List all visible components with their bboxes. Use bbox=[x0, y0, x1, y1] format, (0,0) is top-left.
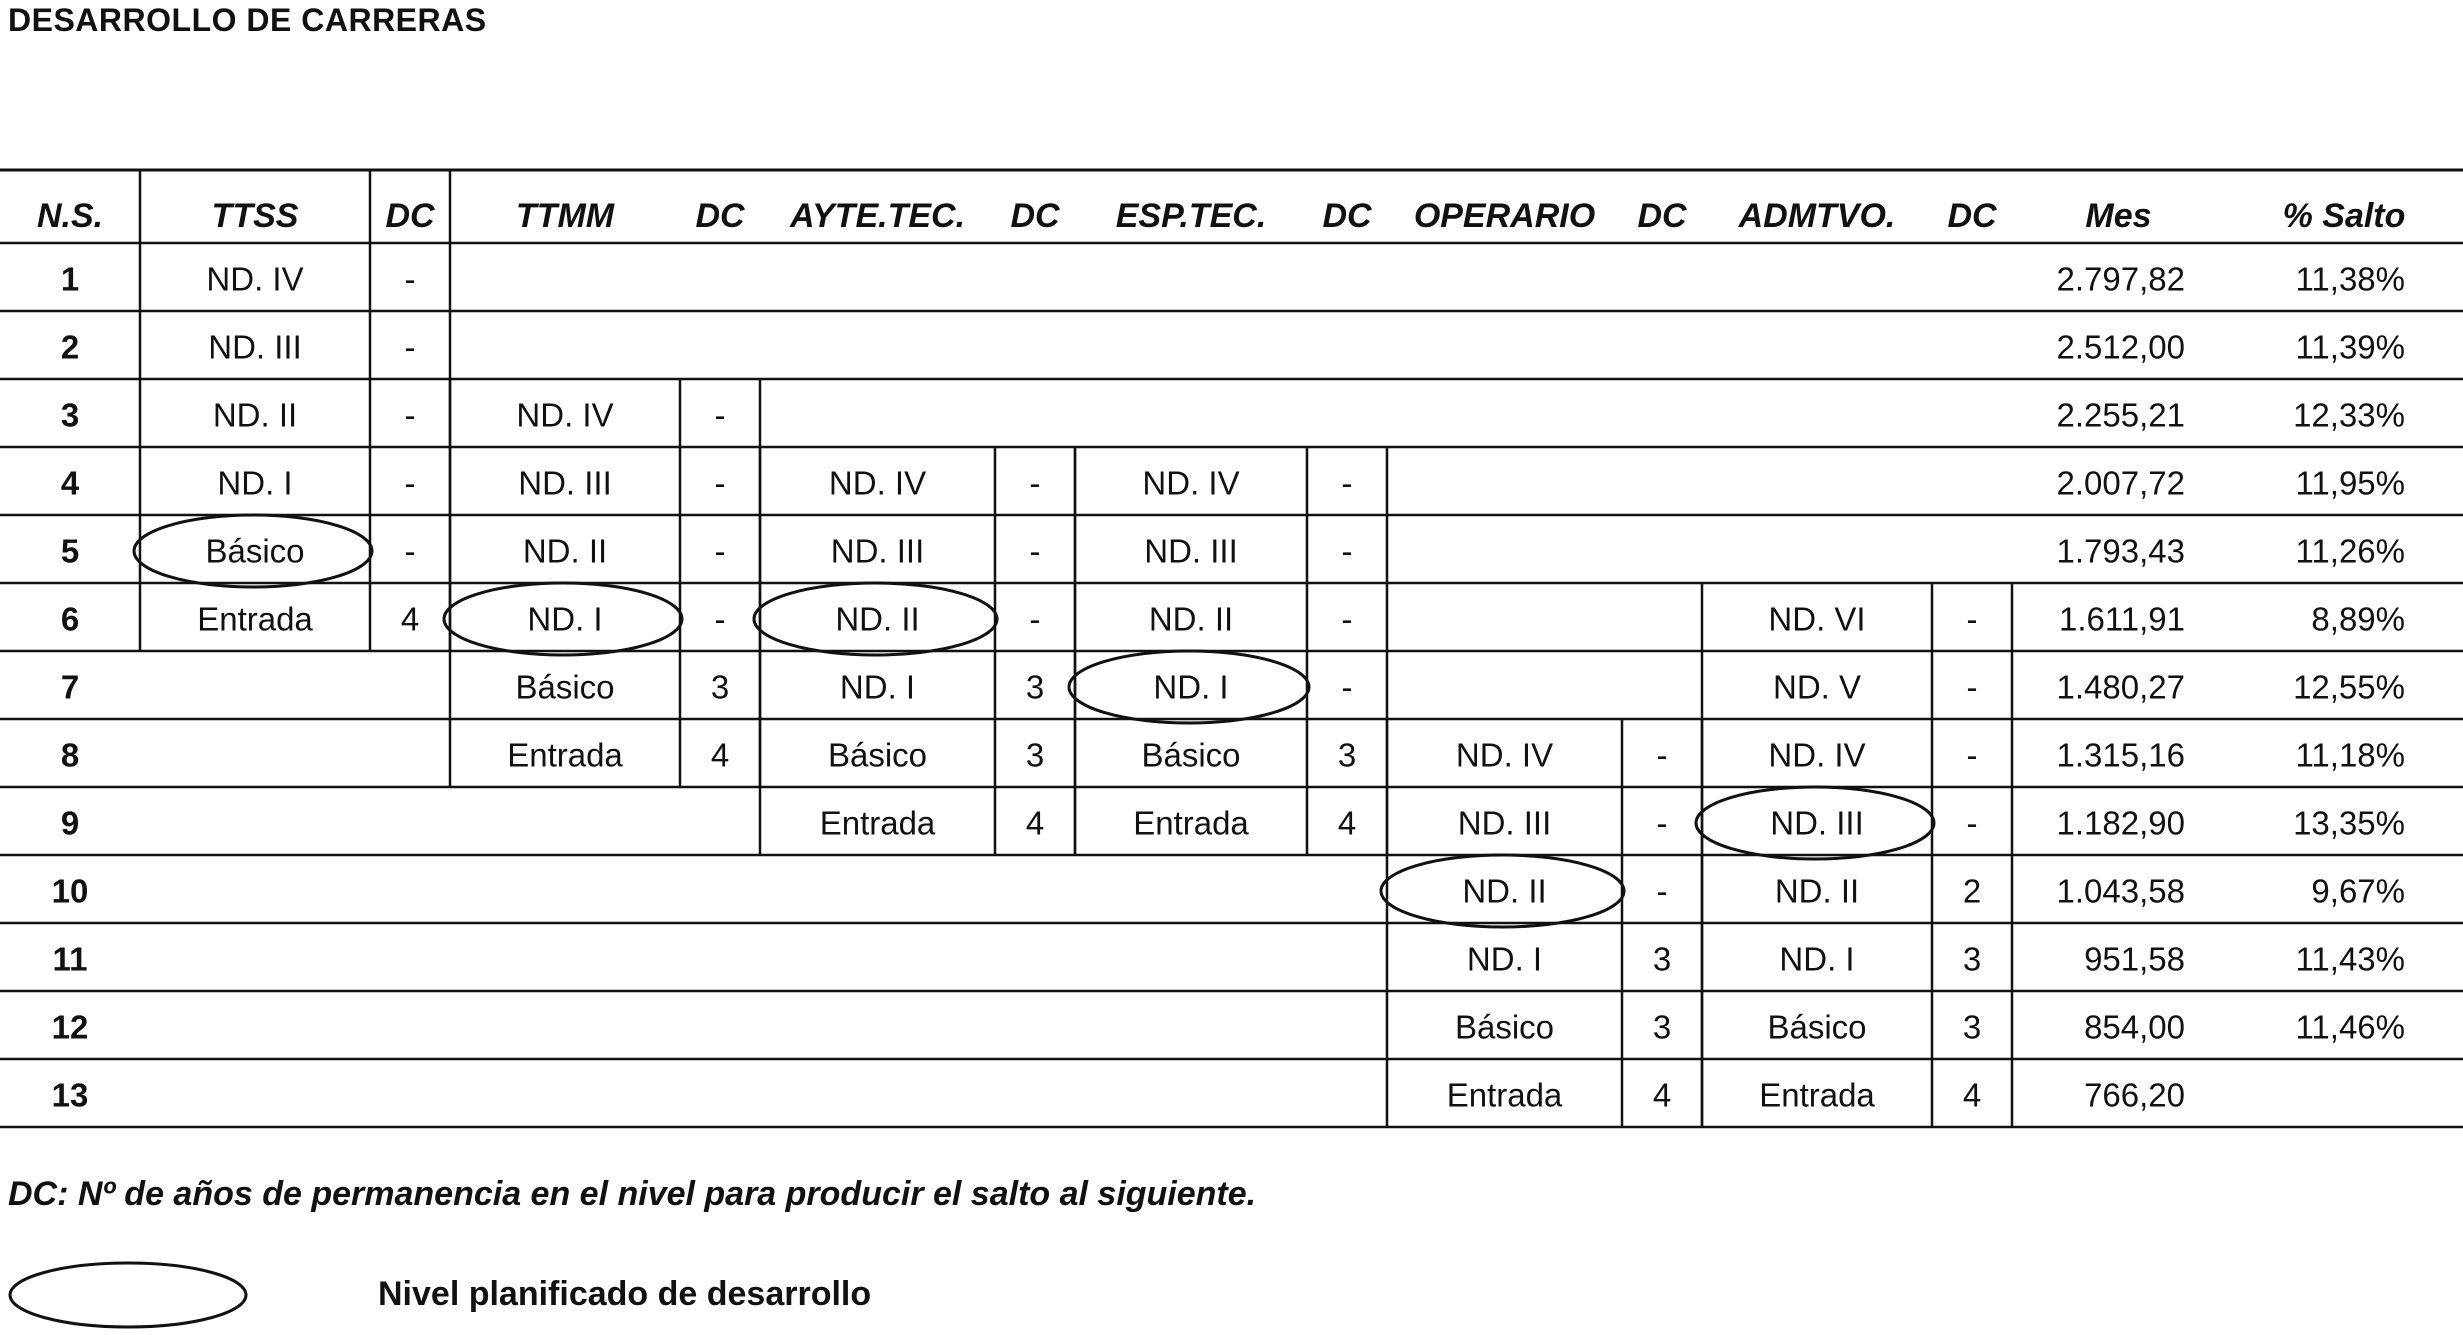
cell-dc: - bbox=[404, 260, 416, 298]
cell-dc: - bbox=[1341, 532, 1353, 570]
cell-level: Entrada bbox=[1133, 804, 1249, 842]
cell-level: ND. II bbox=[835, 600, 920, 638]
cell-level: ND. V bbox=[1772, 668, 1862, 706]
cell-mes: 1.043,58 bbox=[2056, 872, 2185, 910]
cell-dc: - bbox=[714, 532, 726, 570]
cell-level: ND. II bbox=[1462, 872, 1547, 910]
row-number: 9 bbox=[60, 804, 80, 842]
row-number: 3 bbox=[60, 396, 80, 434]
cell-dc: - bbox=[404, 532, 416, 570]
row-number: 12 bbox=[51, 1008, 89, 1046]
cell-level: ND. III bbox=[208, 328, 302, 366]
cell-mes: 1.611,91 bbox=[2058, 600, 2185, 638]
cell-level: ND. IV bbox=[828, 464, 927, 502]
cell-salto: 11,18% bbox=[2295, 736, 2405, 774]
cell-dc: - bbox=[1656, 736, 1668, 774]
cell-level: ND. I bbox=[1153, 668, 1229, 706]
cell-salto: 9,67% bbox=[2311, 872, 2405, 910]
cell-salto: 12,33% bbox=[2293, 396, 2405, 434]
header-esptec: ESP.TEC. bbox=[1115, 197, 1267, 235]
cell-dc: 4 bbox=[710, 736, 730, 774]
header-ns: N.S. bbox=[36, 197, 104, 235]
cell-mes: 766,20 bbox=[2084, 1076, 2185, 1114]
row-number: 1 bbox=[60, 260, 80, 298]
cell-dc: 3 bbox=[1652, 1008, 1672, 1046]
cell-salto: 11,39% bbox=[2295, 328, 2405, 366]
cell-dc: - bbox=[1656, 804, 1668, 842]
row-number: 6 bbox=[60, 600, 80, 638]
cell-dc: - bbox=[1966, 600, 1978, 638]
cell-dc: - bbox=[404, 396, 416, 434]
cell-salto: 13,35% bbox=[2293, 804, 2405, 842]
cell-mes: 2.797,82 bbox=[2056, 260, 2185, 298]
cell-level: ND. I bbox=[1466, 940, 1543, 978]
cell-level: ND. II bbox=[522, 532, 608, 570]
cell-dc: 3 bbox=[1962, 940, 1982, 978]
cell-salto: 11,26% bbox=[2295, 532, 2405, 570]
header-esptec-dc: DC bbox=[1322, 197, 1372, 235]
cell-mes: 1.315,16 bbox=[2056, 736, 2185, 774]
header-salto: % Salto bbox=[2282, 197, 2406, 235]
row-number: 8 bbox=[60, 736, 80, 774]
row-number: 10 bbox=[51, 872, 89, 910]
cell-dc: 3 bbox=[1025, 668, 1045, 706]
cell-dc: - bbox=[714, 396, 726, 434]
header-ttmm: TTMM bbox=[515, 197, 615, 235]
cell-level: Entrada bbox=[819, 804, 936, 842]
cell-dc: 4 bbox=[1337, 804, 1357, 842]
cell-dc: 4 bbox=[1652, 1076, 1672, 1114]
cell-dc: 4 bbox=[1962, 1076, 1982, 1114]
planned-level-legend-oval bbox=[4, 1255, 254, 1335]
cell-dc: 3 bbox=[1962, 1008, 1982, 1046]
row-number: 2 bbox=[60, 328, 80, 366]
cell-dc: - bbox=[1341, 668, 1353, 706]
header-ttmm-dc: DC bbox=[695, 197, 745, 235]
row-number: 13 bbox=[51, 1076, 89, 1114]
cell-level: Entrada bbox=[507, 736, 623, 774]
cell-dc: - bbox=[1341, 464, 1353, 502]
header-aytetec: AYTE.TEC. bbox=[789, 197, 966, 235]
cell-dc: - bbox=[1029, 464, 1041, 502]
cell-level: ND. I bbox=[217, 464, 293, 502]
cell-level: Básico bbox=[1454, 1008, 1555, 1046]
cell-level: ND. III bbox=[1457, 804, 1552, 842]
cell-dc: - bbox=[1966, 736, 1978, 774]
cell-level: ND. II bbox=[1774, 872, 1860, 910]
cell-level: ND. III bbox=[830, 532, 925, 570]
cell-level: ND. IV bbox=[1768, 736, 1866, 774]
cell-level: ND. I bbox=[1779, 940, 1855, 978]
cell-level: Básico bbox=[827, 736, 928, 774]
cell-mes: 1.793,43 bbox=[2056, 532, 2185, 570]
row-number: 4 bbox=[60, 464, 80, 502]
cell-level: ND. I bbox=[527, 600, 603, 638]
cell-mes: 951,58 bbox=[2084, 940, 2185, 978]
cell-level: Básico bbox=[205, 532, 305, 570]
header-operario-dc: DC bbox=[1637, 197, 1687, 235]
cell-mes: 2.255,21 bbox=[2056, 396, 2185, 434]
cell-salto: 11,38% bbox=[2295, 260, 2405, 298]
cell-level: Básico bbox=[515, 668, 615, 706]
cell-level: ND. II bbox=[212, 396, 298, 434]
header-mes: Mes bbox=[2085, 197, 2152, 235]
cell-mes: 1.182,90 bbox=[2056, 804, 2185, 842]
row-number: 11 bbox=[52, 940, 88, 978]
header-operario: OPERARIO bbox=[1413, 197, 1596, 235]
cell-dc: 4 bbox=[1025, 804, 1045, 842]
cell-salto: 11,95% bbox=[2295, 464, 2405, 502]
cell-level: Básico bbox=[1767, 1008, 1867, 1046]
cell-dc: 3 bbox=[1652, 940, 1672, 978]
cell-dc: 3 bbox=[1337, 736, 1357, 774]
header-admtvo: ADMTVO. bbox=[1738, 197, 1896, 235]
cell-dc: 4 bbox=[400, 600, 420, 638]
cell-mes: 2.512,00 bbox=[2056, 328, 2185, 366]
cell-salto: 8,89% bbox=[2311, 600, 2405, 638]
cell-level: Entrada bbox=[1759, 1076, 1875, 1114]
cell-level: ND. III bbox=[1144, 532, 1238, 570]
cell-level: ND. IV bbox=[1142, 464, 1240, 502]
cell-level: ND. I bbox=[839, 668, 916, 706]
cell-salto: 11,46% bbox=[2295, 1008, 2405, 1046]
header-aytetec-dc: DC bbox=[1010, 197, 1060, 235]
cell-mes: 854,00 bbox=[2084, 1008, 2185, 1046]
cell-dc: - bbox=[1966, 668, 1978, 706]
cell-level: Básico bbox=[1141, 736, 1241, 774]
cell-mes: 2.007,72 bbox=[2056, 464, 2185, 502]
cell-level: ND. VI bbox=[1768, 600, 1866, 638]
cell-level: Entrada bbox=[1446, 1076, 1563, 1114]
cell-dc: - bbox=[1029, 600, 1041, 638]
cell-salto: 12,55% bbox=[2293, 668, 2405, 706]
cell-dc: 2 bbox=[1962, 872, 1982, 910]
legend-label: Nivel planificado de desarrollo bbox=[378, 1275, 872, 1313]
cell-dc: - bbox=[714, 464, 726, 502]
cell-dc: - bbox=[1341, 600, 1353, 638]
cell-dc: - bbox=[1029, 532, 1041, 570]
cell-dc: - bbox=[1656, 872, 1668, 910]
header-admtvo-dc: DC bbox=[1947, 197, 1997, 235]
row-number: 7 bbox=[60, 668, 80, 706]
cell-dc: - bbox=[714, 600, 726, 638]
cell-dc: 3 bbox=[1025, 736, 1045, 774]
cell-dc: - bbox=[1966, 804, 1978, 842]
cell-level: Entrada bbox=[197, 600, 313, 638]
cell-level: ND. IV bbox=[516, 396, 614, 434]
header-ttss-dc: DC bbox=[385, 197, 435, 235]
cell-dc: - bbox=[404, 328, 416, 366]
page-title: DESARROLLO DE CARRERAS bbox=[8, 2, 487, 38]
row-number: 5 bbox=[60, 532, 80, 570]
header-ttss: TTSS bbox=[211, 197, 299, 235]
cell-level: ND. III bbox=[1770, 804, 1864, 842]
cell-mes: 1.480,27 bbox=[2056, 668, 2185, 706]
dc-footnote: DC: Nº de años de permanencia en el nivel para producir el salto al siguiente. bbox=[8, 1175, 1257, 1213]
cell-level: ND. IV bbox=[1455, 736, 1554, 774]
cell-dc: - bbox=[404, 464, 416, 502]
cell-salto: 11,43% bbox=[2295, 940, 2405, 978]
cell-level: ND. IV bbox=[206, 260, 304, 298]
cell-level: ND. II bbox=[1148, 600, 1234, 638]
cell-level: ND. III bbox=[518, 464, 612, 502]
cell-dc: 3 bbox=[710, 668, 730, 706]
